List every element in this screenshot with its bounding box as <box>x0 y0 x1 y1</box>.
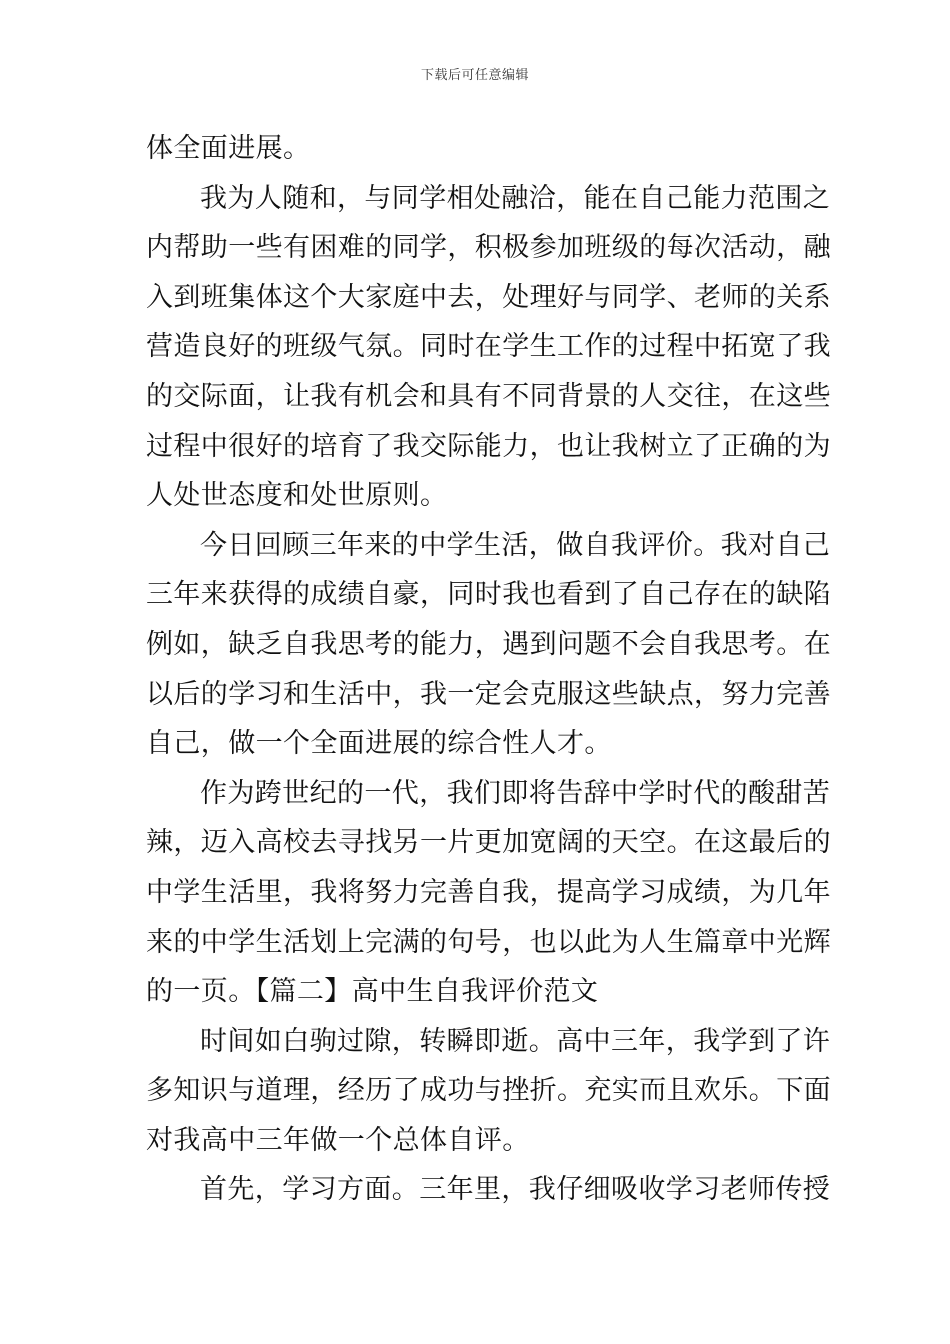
text-line: 过程中很好的培育了我交际能力，也让我树立了正确的为 <box>146 430 831 462</box>
paragraph-start-line: 作为跨世纪的一代，我们即将告辞中学时代的酸甜苦 <box>200 777 831 809</box>
paragraph-start-line: 今日回顾三年来的中学生活，做自我评价。我对自己 <box>200 529 831 561</box>
paragraph-start-line: 时间如白驹过隙，转瞬即逝。高中三年，我学到了许 <box>200 1025 831 1057</box>
text-line: 辣，迈入高校去寻找另一片更加宽阔的天空。在这最后的 <box>146 827 831 859</box>
text-line: 体全面进展。 <box>146 133 311 164</box>
text-line: 的一页。【篇二】高中生自我评价范文 <box>146 976 599 1008</box>
text-line: 对我高中三年做一个总体自评。 <box>146 1124 530 1156</box>
text-line: 人处世态度和处世原则。 <box>146 480 448 512</box>
body-text <box>146 124 831 1215</box>
text-line: 的交际面，让我有机会和具有不同背景的人交往，在这些 <box>146 380 831 412</box>
paragraph-start-line: 我为人随和，与同学相处融洽，能在自己能力范围之 <box>200 182 831 214</box>
text-line: 中学生活里，我将努力完善自我，提高学习成绩，为几年 <box>146 876 831 908</box>
text-line: 入到班集体这个大家庭中去，处理好与同学、老师的关系 <box>146 281 831 313</box>
page-header: 下载后可任意编辑 <box>420 68 529 83</box>
text-line: 例如，缺乏自我思考的能力，遇到问题不会自我思考。在 <box>146 628 831 660</box>
text-line: 多知识与道理，经历了成功与挫折。充实而且欢乐。下面 <box>146 1075 831 1107</box>
text-line: 内帮助一些有困难的同学，积极参加班级的每次活动，融 <box>146 232 831 264</box>
text-line: 自己，做一个全面进展的综合性人才。 <box>146 728 612 760</box>
paragraph-start-line: 首先，学习方面。三年里，我仔细吸收学习老师传授 <box>200 1174 831 1206</box>
text-line: 营造良好的班级气氛。同时在学生工作的过程中拓宽了我 <box>146 331 831 363</box>
text-line: 来的中学生活划上完满的句号，也以此为人生篇章中光辉 <box>146 926 831 958</box>
text-line: 以后的学习和生活中，我一定会克服这些缺点，努力完善 <box>146 678 831 710</box>
text-line: 三年来获得的成绩自豪，同时我也看到了自己存在的缺陷 <box>146 579 831 611</box>
